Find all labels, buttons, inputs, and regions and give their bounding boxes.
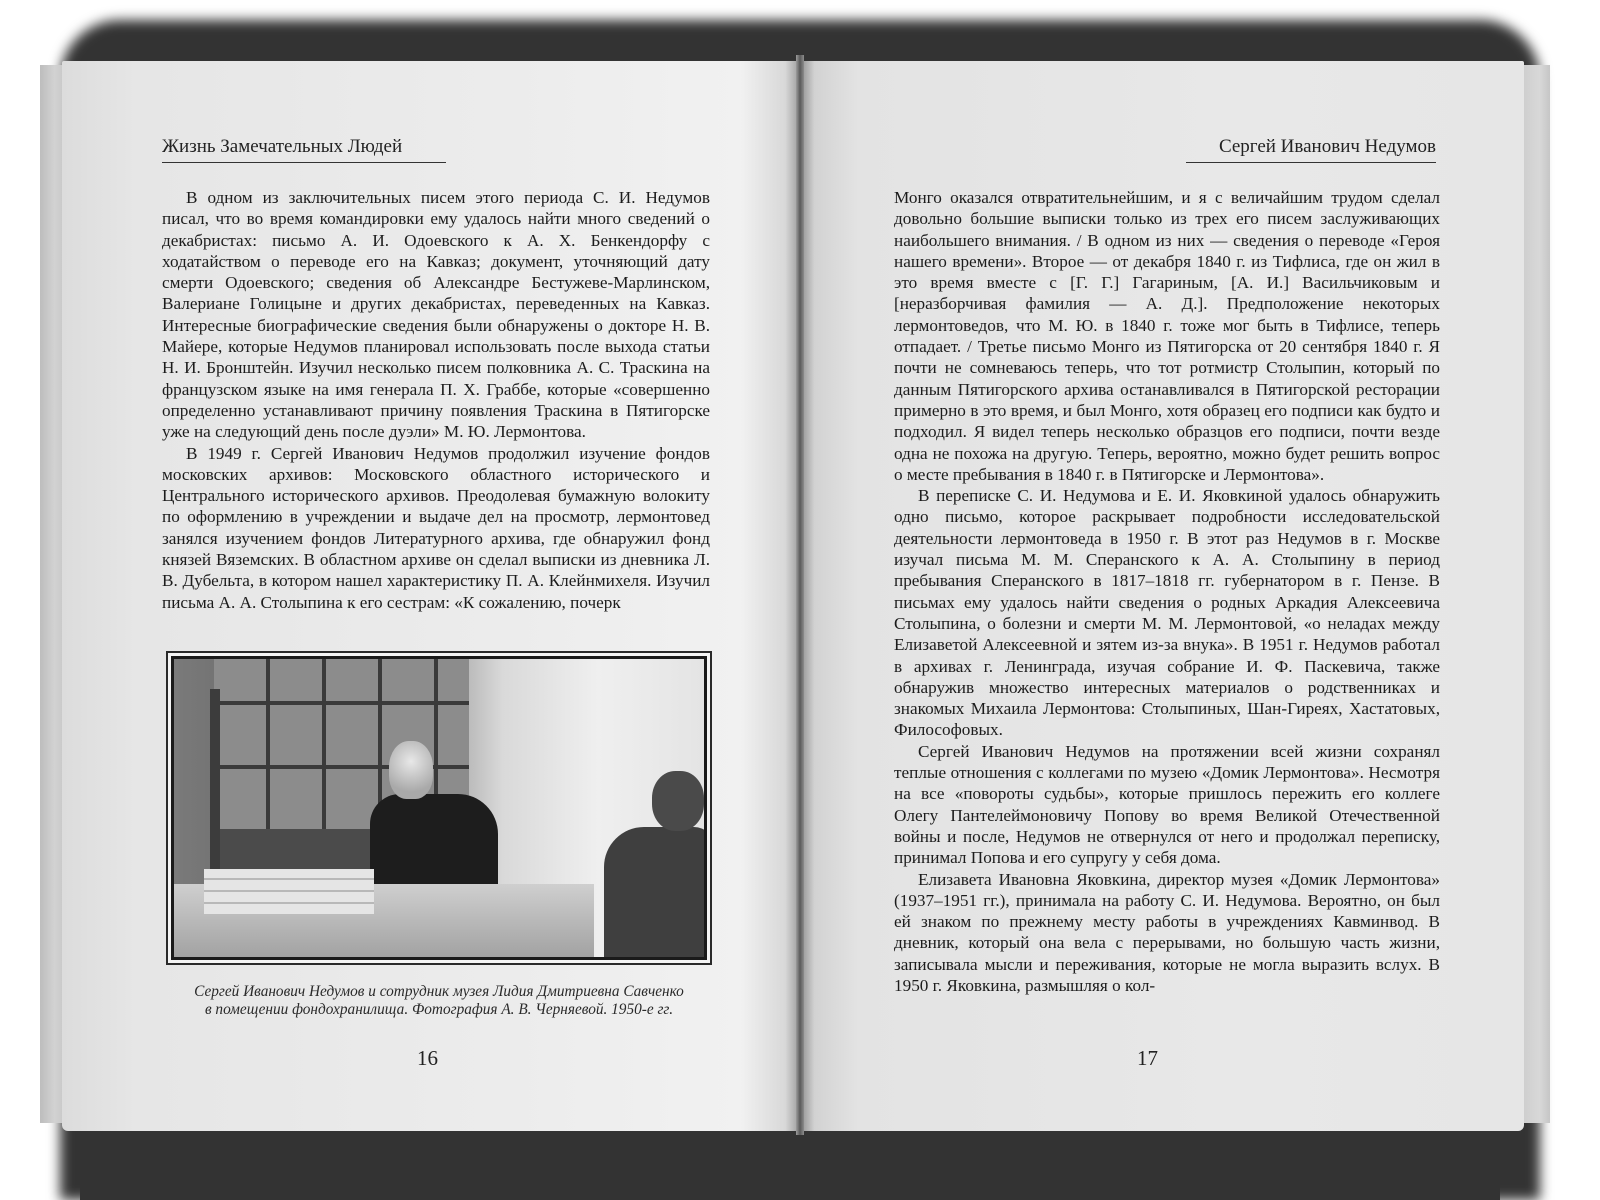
photo-woman-head xyxy=(652,771,704,831)
caption-line: Сергей Иванович Недумов и сотрудник музея Лидия Дмитриевна Савченко xyxy=(194,983,684,1000)
archive-photo xyxy=(171,656,707,960)
left-page xyxy=(62,61,800,1131)
page-block-edge-right xyxy=(1524,65,1550,1123)
body-text-left xyxy=(162,187,710,613)
body-text-right xyxy=(894,187,1440,996)
right-page xyxy=(800,61,1524,1131)
photo-papers xyxy=(204,869,374,914)
photo-candelabra xyxy=(210,689,220,889)
photo-woman xyxy=(604,827,707,960)
paragraph: В 1949 г. Сергей Иванович Недумов продолжил изучение фондов московских архивов: Московского областного исторического и Центрального исторического архивов. Преодолевая бумажную волокиту по оформлению в учреждении и выдаче дел на просмотр, лермонтовед занялся изучением фондов Литературного архива, где обнаружил фонд князей Вяземских. В областном архиве он сделал выписки из дневника Л. В. Дубельта, в котором нашел характеристику П. А. Клейнмихеля. Изучил письма А. А. Столыпина к его сестрам: «К сожалению, почерк xyxy=(162,443,710,612)
open-book xyxy=(40,55,1550,1145)
running-head-series: Жизнь Замечательных Людей xyxy=(162,136,446,163)
caption-line: в помещении фондохранилища. Фотография А. В. Черняевой. 1950-е гг. xyxy=(204,1001,674,1018)
page-block-edge-left xyxy=(40,65,64,1123)
page-number-left: 16 xyxy=(417,1046,438,1070)
paragraph: Монго оказался отвратительнейшим, и я с величайшим трудом сделал довольно большие выписки только из трех его писем заслуживающих наибольшего внимания. / В одном из них — сведения о переводе «Героя нашего времени». Второе — от декабря 1840 г. из Тифлиса, где он жил в это время вместе с [Г. Г.] Гагариным, [А. И.] Васильчиковым и [неразборчивая фамилия — А. Д.]. Предположение некоторых лермонтоведов, что М. Ю. в 1840 г. тоже мог быть в Тифлисе, теперь отпадает. / Третье письмо Монго из Пятигорска от 20 сентября 1840 г. Я почти не сомневаюсь теперь, что тот ротмистр Столыпин, который по данным Пятигорского архива останавливался в Пятигорской ресторации примерно в это время, и был Монго, хотя образец его подписи как будто и подходил. Я видел теперь несколько образцов его подписи, почти везде одна не похожа на другую. Теперь, вероятно, можно будет решить вопрос о месте пребывания в 1840 г. в Пятигорске и Лермонтова». xyxy=(894,188,1440,484)
photo-man-head xyxy=(389,741,433,799)
photo-frame xyxy=(166,651,712,965)
page-number-right: 17 xyxy=(1137,1046,1158,1070)
paragraph: В одном из заключительных писем этого периода С. И. Недумов писал, что во время командировки ему удалось найти много сведений о декабристах: письмо А. И. Одоевского к А. Х. Бенкендорфу с ходатайством о переводе его на Кавказ; документ, уточняющий дату смерти Одоевского; сведения об Александре Бестужеве-Марлинском, Валериане Голицыне и других декабристах, переведенных на Кавказ. Интересные биографические сведения были обнаружены о докторе Н. В. Майере, которые Недумов планировал использовать после выхода статьи Н. И. Бронштейн. Изучил несколько писем полковника А. С. Траскина на французском языке на имя генерала П. Х. Граббе, которые «совершенно определенно устанавливают причину появления Траскина в Пятигорске уже на следующий день после дуэли» М. Ю. Лермонтова. xyxy=(162,188,710,442)
paragraph: Сергей Иванович Недумов на протяжении всей жизни сохранял теплые отношения с коллегами по музею «Домик Лермонтова». Несмотря на все «повороты судьбы», которые пришлось пережить его коллеге Олегу Пантелеймоновичу Попову во время Великой Отечественной войны и после, Недумов не отвернулся от него и продолжал переписку, принимал Попова и его супругу у себя дома. xyxy=(894,741,1440,868)
running-head-title: Сергей Иванович Недумов xyxy=(1186,136,1436,163)
paragraph: Елизавета Ивановна Яковкина, директор музея «Домик Лермонтова» (1937–1951 гг.), принимала на работу С. И. Недумова. Вероятно, он был ей знаком по прежнему месту работы в учреждениях Кавминвод. В дневник, который она вела с перерывами, но большую часть жизни, записывала мысли и переживания, которые не могла выразить вслух. В 1950 г. Яковкина, размышляя о кол- xyxy=(894,869,1440,995)
book-gutter xyxy=(796,55,804,1135)
photo-caption xyxy=(166,983,712,1019)
paragraph: В переписке С. И. Недумова и Е. И. Яковкиной удалось обнаружить одно письмо, которое раскрывает подробности исследовательской деятельности лермонтоведа в 1950 г. В этот раз Недумов в г. Москве изучал письма М. М. Сперанского к А. А. Столыпину в период пребывания Сперанского в 1817–1818 гг. губернатором в г. Пензе. В письмах ему удалось найти сведения о родных Аркадия Алексеевича Столыпина, о болезни и смерти М. М. Лермонтовой, «о неладах между Елизаветой Алексеевной и зятем из-за внука». В 1951 г. Недумов работал в архивах г. Ленинграда, изучая собрание И. Ф. Паскевича, также обнаружив множество интересных материалов о родственниках и знакомых Михаила Лермонтова: Столыпиных, Шан-Гиреях, Хастатовых, Философовых. xyxy=(894,486,1440,740)
